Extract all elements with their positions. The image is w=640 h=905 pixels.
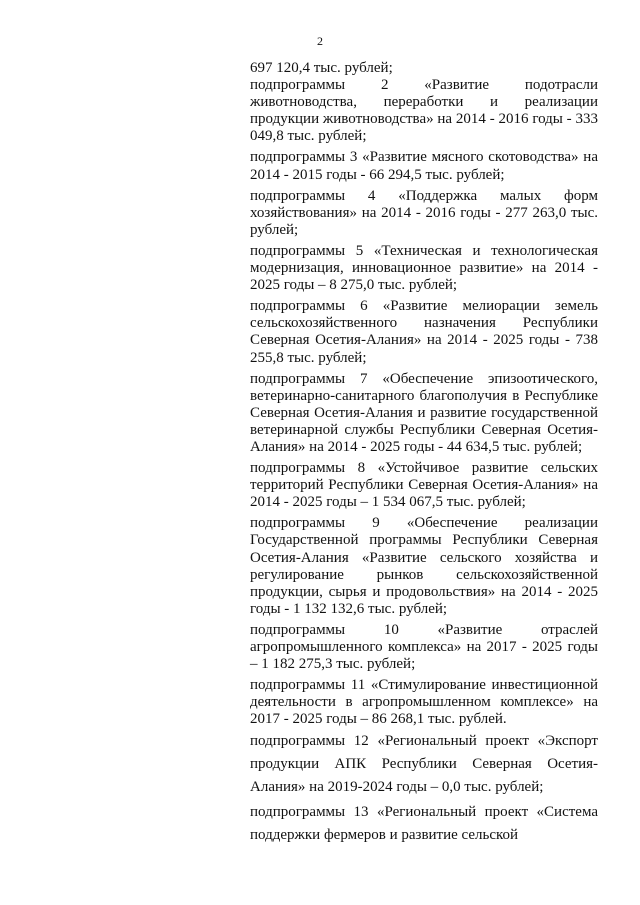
paragraph-subprogram-4: подпрограммы 4 «Поддержка малых форм хозяйствования» на 2014 - 2016 годы - 277 263,0 тыс. рублей;: [250, 187, 598, 238]
paragraph-subprogram-9: подпрограммы 9 «Обеспечение реализации Государственной программы Республики Северная Осетия-Алания «Развитие сельского хозяйства и регулирование рынков сельскохозяйственной продукции, сырья и продовольствия» на 2014 - 2025 годы - 1 132 132,6 тыс. рублей;: [250, 515, 598, 617]
paragraph-subprogram-10: подпрограммы 10 «Развитие отраслей агропромышленного комплекса» на 2017 - 2025 годы – 1 182 275,3 тыс. рублей;: [250, 621, 598, 673]
page-number: 2: [317, 34, 323, 48]
paragraph-subprogram-5: подпрограммы 5 «Техническая и технологическая модернизация, инновационное развитие» на 2014 - 2025 годы – 8 275,0 тыс. рублей;: [250, 242, 598, 294]
paragraph-subprogram-8: подпрограммы 8 «Устойчивое развитие сельских территорий Республики Северная Осетия-Алания» на 2014 - 2025 годы – 1 534 067,5 тыс. рублей;: [250, 460, 598, 511]
document-body: [250, 60, 598, 847]
paragraph-subprogram-6: подпрограммы 6 «Развитие мелиорации земель сельскохозяйственного назначения Республики Северная Осетия-Алания» на 2014 - 2025 годы - 738 255,8 тыс. рублей;: [250, 298, 598, 366]
paragraph-subprogram-3: подпрограммы 3 «Развитие мясного скотоводства» на 2014 - 2015 годы - 66 294,5 тыс. рублей;: [250, 149, 598, 183]
paragraph-subprogram-7: подпрограммы 7 «Обеспечение эпизоотического, ветеринарно-санитарного благополучия в Республике Северная Осетия-Алания и развитие государственной ветеринарной службы Республики Северная Осетия-Алания» на 2014 - 2025 годы - 44 634,5 тыс. рублей;: [250, 370, 598, 455]
paragraph-subprogram-2: подпрограммы 2 «Развитие подотрасли животноводства, переработки и реализации продукции животноводства» на 2014 - 2016 годы - 333 049,8 тыс. рублей;: [250, 77, 598, 145]
paragraph-subprogram-11: подпрограммы 11 «Стимулирование инвестиционной деятельности в агропромышленном комплексе» на 2017 - 2025 годы – 86 268,1 тыс. рублей.: [250, 677, 598, 728]
paragraph-subprogram-12: подпрограммы 12 «Региональный проект «Экспорт продукции АПК Республики Северная Осетия-Алания» на 2019-2024 годы – 0,0 тыс. рублей;: [250, 733, 598, 796]
paragraph-budget-carryover: 697 120,4 тыс. рублей;: [250, 60, 393, 76]
paragraph-subprogram-13: подпрограммы 13 «Региональный проект «Система поддержки фермеров и развитие сельской: [250, 804, 598, 844]
